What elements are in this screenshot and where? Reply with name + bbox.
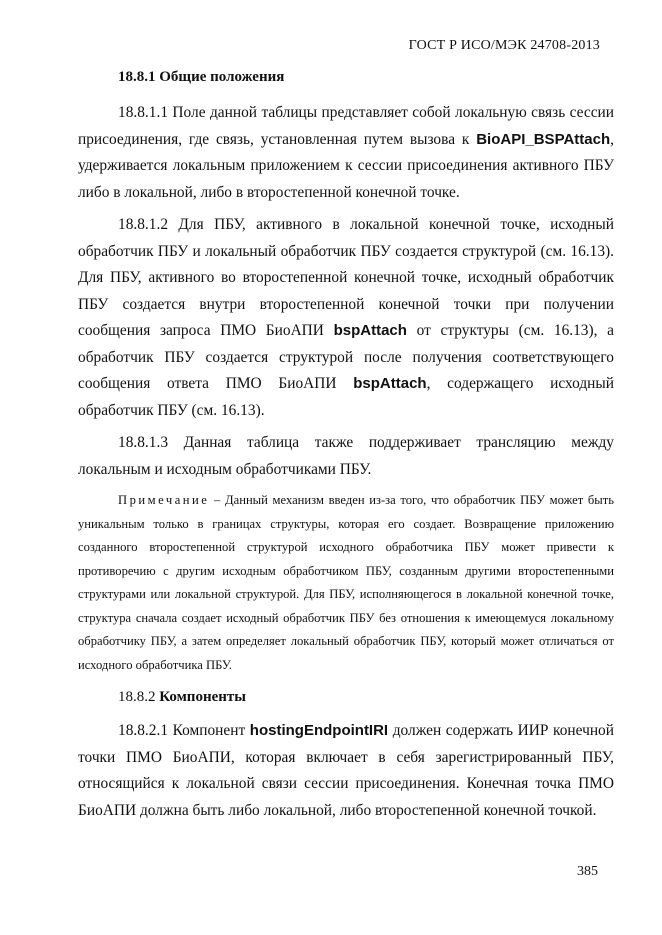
paragraph-text: 18.8.1.2 Для ПБУ, активного в локальной конечной точке, исходный обработчик ПБУ и локальный обработчик ПБУ создается структурой (см. 16.13). Для ПБУ, активного во второстепенной конечной точке, исходный обработчик ПБУ создается внутри второстепенной конечной точки при получении сообщения запроса ПМО БиоАПИ — [78, 216, 614, 339]
paragraph-text: должен содержать ИИР конечной точки ПМО БиоАПИ, которая включает в себя зарегистрированный ПБУ, относящийся к локальной связи сессии присоединения. Конечная точка ПМО БиоАПИ должна быть либо локальной, либо второстепенной конечной точкой. — [78, 722, 614, 819]
section-number: 18.8.2 — [118, 689, 156, 705]
paragraph-text: 18.8.2.1 Компонент — [118, 722, 250, 739]
note-label: Примечание — [118, 493, 210, 507]
section-heading-18-8-1 — [78, 69, 614, 86]
note-text: – Данный механизм введен из-за того, что обработчик ПБУ может быть уникальным только в границах структуры, которая его создает. Возвращение приложению созданного второстепенной структурой исходного обработчика ПБУ может привести к противоречию с другим исходным обработчиком ПБУ, созданным другими второстепенными структурами или локальной структурой. Для ПБУ, исполняющегося в локальной конечной точке, структура сначала создает исходный обработчик ПБУ без отношения к имеющемуся локальному обработчику ПБУ, а затем определяет локальный обработчик ПБУ, который может отличаться от исходного обработчика ПБУ. — [78, 493, 614, 672]
paragraph-18-8-1-1 — [78, 100, 614, 206]
paragraph-18-8-1-3 — [78, 430, 614, 483]
page-content — [78, 62, 614, 830]
page-number: 385 — [577, 864, 598, 879]
paragraph-18-8-2-1 — [78, 718, 614, 824]
paragraph-18-8-1-2 — [78, 212, 614, 424]
code-term: BioAPI_BSPAttach — [476, 130, 611, 148]
section-number: 18.8.1 — [118, 69, 156, 85]
code-term: bspAttach — [333, 322, 407, 339]
note-paragraph — [78, 489, 614, 677]
paragraph-text: 18.8.1.3 Данная таблица также поддерживает трансляцию между локальным и исходным обработчиками ПБУ. — [78, 434, 614, 478]
paragraph-text: 18.8.1.1 Поле данной таблицы представляет собой локальную связь сессии присоединения, где связь, установленная путем вызова к — [78, 104, 614, 148]
standard-header: ГОСТ Р ИСО/МЭК 24708-2013 — [408, 38, 600, 53]
paragraph-text: , содержащего исходный обработчик ПБУ (см. 16.13). — [78, 375, 614, 419]
paragraph-text: , удерживается локальным приложением к сессии присоединения активного ПБУ либо в локальной, либо в второстепенной конечной точке. — [78, 130, 614, 201]
code-term: hostingEndpointIRI — [249, 722, 389, 739]
section-title: Компоненты — [159, 689, 246, 705]
section-title: Общие положения — [159, 69, 285, 85]
paragraph-text: от структуры (см. 16.13), а обработчик ПБУ создается структурой после получения соответствующего сообщения ответа ПМО БиоАПИ — [78, 322, 614, 392]
code-term: bspAttach — [353, 375, 427, 392]
section-heading-18-8-2 — [78, 689, 614, 706]
